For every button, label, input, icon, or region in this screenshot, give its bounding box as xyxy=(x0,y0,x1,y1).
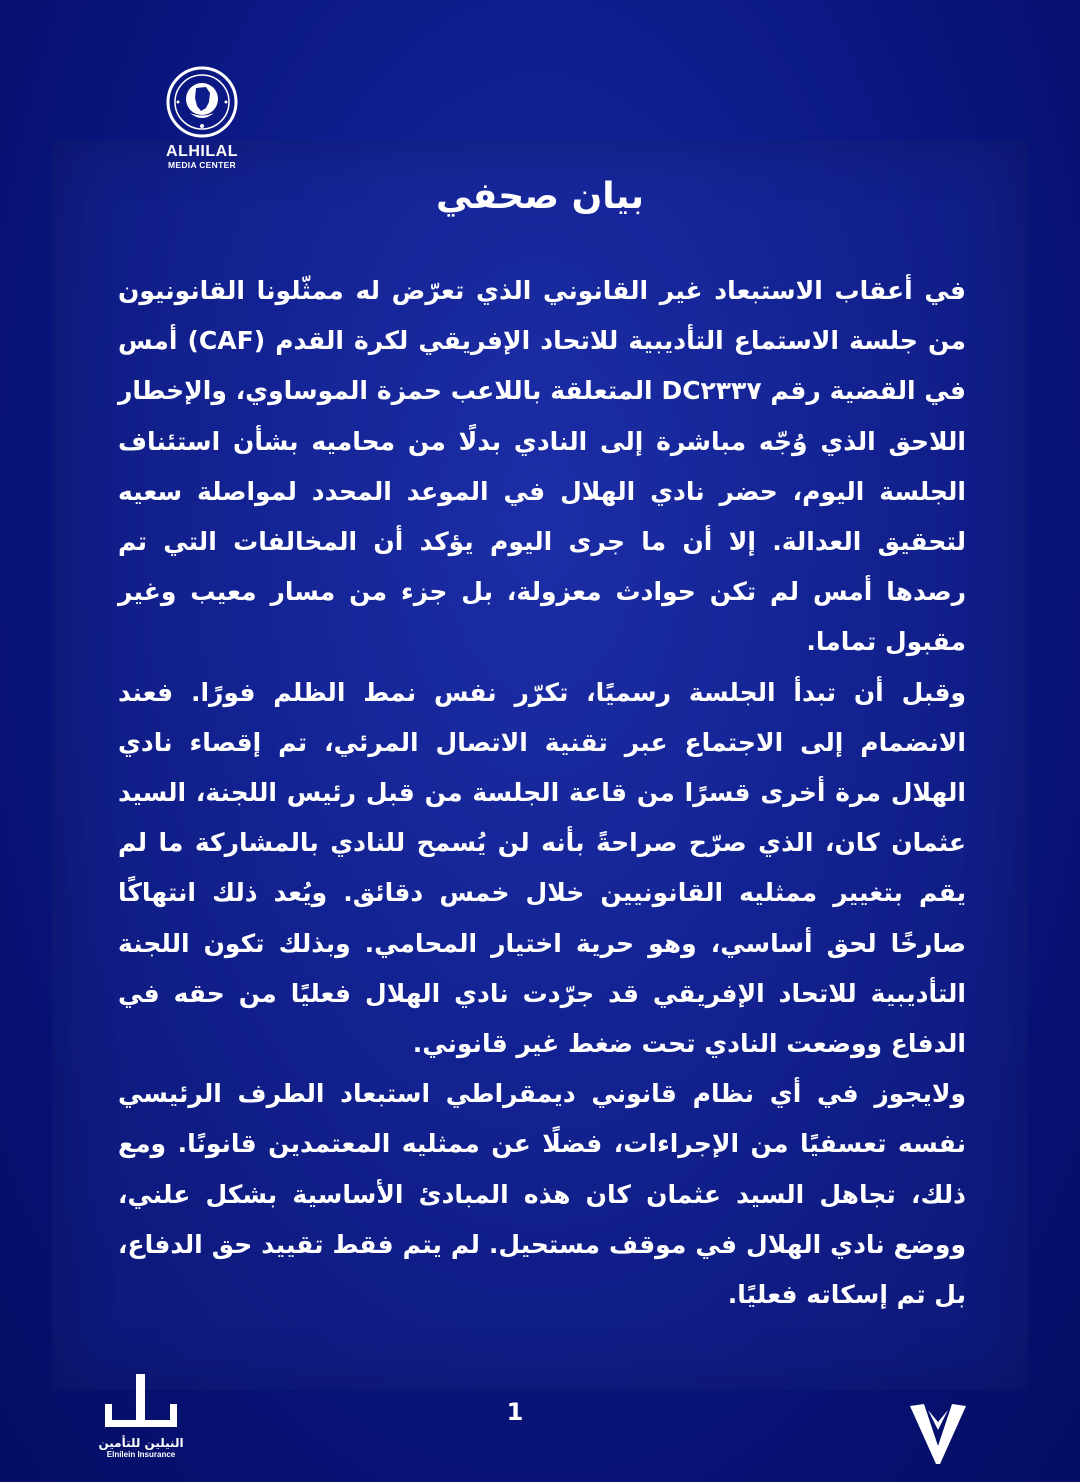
brand-chevron-icon xyxy=(910,1400,966,1466)
sponsor-arabic-name: النيلين للتأمين xyxy=(98,1436,184,1450)
logo-subtitle: MEDIA CENTER xyxy=(168,160,236,170)
page-number: 1 xyxy=(506,1398,524,1426)
paragraph-3: ولايجوز في أي نظام قانوني ديمقراطي استبعاد الطرف الرئيسي نفسه تعسفيًا من الإجراءات، فضلًا عن ممثليه المعتمدين قانونًا. ومع ذلك، تجاهل السيد عثمان كان هذه المبادئ الأساسية بشكل علني، ووضع نادي الهلال في موقف مستحيل. لم يتم فقط تقييد حق الدفاع، بل تم إسكاته فعليًا. xyxy=(118,1079,966,1310)
sponsor-english-name: Elnilein Insurance xyxy=(106,1450,176,1459)
paragraph-1: في أعقاب الاستبعاد غير القانوني الذي تعرّض له ممثّلونا القانونيون من جلسة الاستماع التأديبية للاتحاد الإفريقي لكرة القدم (CAF) أمس في القضية رقم DC٢٣٣٧ المتعلقة باللاعب حمزة الموساوي، والإخطار اللاحق الذي وُجّه مباشرة إلى النادي بدلًا من محاميه بشأن استئناف الجلسة اليوم، حضر نادي الهلال في الموعد المحدد لمواصلة سعيه لتحقيق العدالة. إلا أن ما جرى اليوم يؤكد أن المخالفات التي تم رصدها أمس لم تكن حوادث معزولة، بل جزء من مسار معيب وغير مقبول تماما. xyxy=(118,276,967,657)
club-seal-icon xyxy=(166,66,238,138)
statement-body xyxy=(118,266,966,1320)
page-title: بيان صحفي xyxy=(435,176,645,217)
club-logo xyxy=(150,66,254,170)
paragraph-2: وقبل أن تبدأ الجلسة رسميًا، تكرّر نفس نمط الظلم فورًا. فعند الانضمام إلى الاجتماع عبر تقنية الاتصال المرئي، تم إقصاء نادي الهلال مرة أخرى قسرًا من قاعة الجلسة من قبل رئيس اللجنة، السيد عثمان كان، الذي صرّح صراحةً بأنه لن يُسمح للنادي بالمشاركة ما لم يقم بتغيير ممثليه القانونيين خلال خمس دقائق. ويُعد ذلك انتهاكًا صارخًا لحق أساسي، وهو حرية اختيار المحامي. وبذلك تكون اللجنة التأديبية للاتحاد الإفريقي قد جرّدت نادي الهلال فعليًا من حقه في الدفاع ووضعت النادي تحت ضغط غير قانوني. xyxy=(118,677,966,1059)
sponsor-logo xyxy=(96,1372,186,1460)
sponsor-mark-icon xyxy=(101,1372,181,1434)
logo-title: ALHILAL xyxy=(166,143,238,160)
